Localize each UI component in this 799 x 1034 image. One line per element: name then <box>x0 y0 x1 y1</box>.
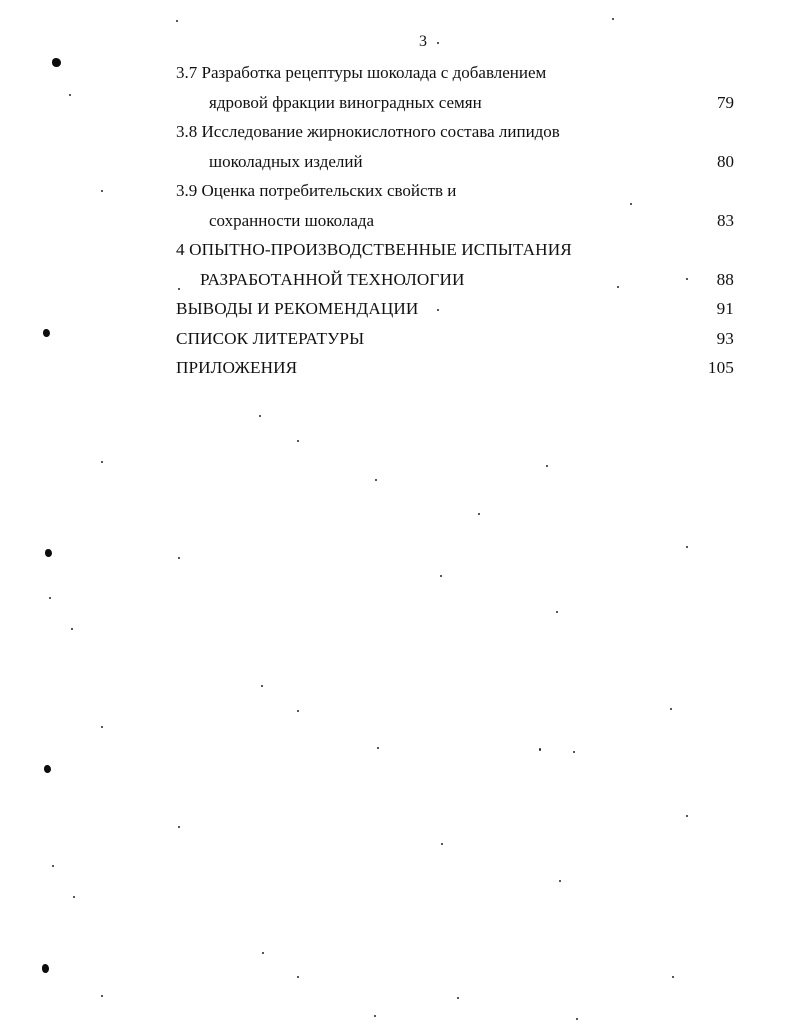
toc-entry-3-8-line-1 <box>176 117 736 147</box>
toc-page-number: 80 <box>717 151 734 171</box>
table-of-contents <box>176 58 736 383</box>
scan-speck <box>178 557 180 559</box>
toc-entry-text: СПИСОК ЛИТЕРАТУРЫ <box>176 328 365 348</box>
punch-hole-mark <box>44 765 51 773</box>
scan-speck <box>546 465 548 467</box>
scan-speck <box>374 1015 376 1017</box>
scan-speck <box>576 1018 578 1020</box>
scan-speck <box>556 611 558 613</box>
scan-speck <box>686 278 688 280</box>
toc-entry-text: шоколадных изделий <box>209 151 363 171</box>
toc-entry-3-8-line-2 <box>176 147 736 177</box>
toc-page-number: 88 <box>716 269 734 289</box>
scan-speck <box>617 286 619 288</box>
toc-entry-text: ПРИЛОЖЕНИЯ <box>176 358 298 377</box>
toc-entry-text: РАЗРАБОТАННОЙ ТЕХНОЛОГИИ <box>200 269 465 289</box>
toc-entry-text: 3.8 Исследование жирнокислотного состава липидов <box>176 122 560 141</box>
scan-speck <box>612 18 614 20</box>
scan-speck <box>52 865 54 867</box>
punch-hole-mark <box>42 964 49 973</box>
scan-speck <box>69 94 71 96</box>
toc-entry-3-7-line-1 <box>176 58 736 88</box>
toc-entry-text: 3.9 Оценка потребительских свойств и <box>176 181 457 200</box>
scan-speck <box>437 42 439 44</box>
toc-entry-text: ядровой фракции виноградных семян <box>209 92 482 112</box>
toc-entry-text: 3.7 Разработка рецептуры шоколада с добавлением <box>176 63 547 82</box>
scan-speck <box>672 976 674 978</box>
toc-page-number: 91 <box>716 299 734 318</box>
toc-entry-chapter-4-line-2 <box>176 265 736 295</box>
toc-entry-3-9-line-1 <box>176 176 736 206</box>
scan-speck <box>101 726 103 728</box>
scan-speck <box>73 896 75 898</box>
scan-speck <box>686 815 688 817</box>
toc-page-number: 79 <box>717 92 734 112</box>
scan-speck <box>670 708 672 710</box>
punch-hole-mark <box>52 58 61 67</box>
toc-entry-text: 4 ОПЫТНО-ПРОИЗВОДСТВЕННЫЕ ИСПЫТАНИЯ <box>176 240 572 259</box>
scan-speck <box>101 190 103 192</box>
toc-page-number: 105 <box>707 358 734 377</box>
scan-speck <box>437 309 439 311</box>
scan-speck <box>49 597 51 599</box>
scan-speck <box>178 288 180 290</box>
toc-entry-text: ВЫВОДЫ И РЕКОМЕНДАЦИИ <box>176 299 419 318</box>
toc-entry-text: сохранности шоколада <box>209 210 375 230</box>
scan-speck <box>440 575 442 577</box>
scan-speck <box>297 710 299 712</box>
scan-speck <box>478 513 480 515</box>
toc-page-number: 93 <box>716 328 734 348</box>
toc-entry-3-7-line-2 <box>176 88 736 118</box>
scan-speck <box>539 748 541 751</box>
toc-entry-conclusions <box>176 294 736 324</box>
toc-entry-3-9-line-2 <box>176 206 736 236</box>
scan-speck <box>297 440 299 442</box>
toc-page-number: 83 <box>717 210 734 230</box>
scan-speck <box>176 20 178 22</box>
scan-speck <box>178 826 180 828</box>
scan-speck <box>261 685 263 687</box>
scan-speck <box>630 203 632 205</box>
scan-speck <box>686 546 688 548</box>
scan-speck <box>377 747 379 749</box>
scan-speck <box>259 415 261 417</box>
scan-speck <box>573 751 575 753</box>
scan-speck <box>441 843 443 845</box>
scan-speck <box>375 479 377 481</box>
toc-entry-chapter-4-line-1 <box>176 235 736 265</box>
scan-speck <box>101 995 103 997</box>
scan-speck <box>71 628 73 630</box>
scan-speck <box>101 461 103 463</box>
page-number: 3 <box>419 33 427 50</box>
scan-speck <box>262 952 264 954</box>
toc-entry-references <box>176 324 736 354</box>
scan-speck <box>457 997 459 999</box>
punch-hole-mark <box>45 549 52 557</box>
scan-speck <box>559 880 561 882</box>
punch-hole-mark <box>43 329 50 337</box>
scan-speck <box>297 976 299 978</box>
toc-entry-appendices <box>176 353 736 383</box>
